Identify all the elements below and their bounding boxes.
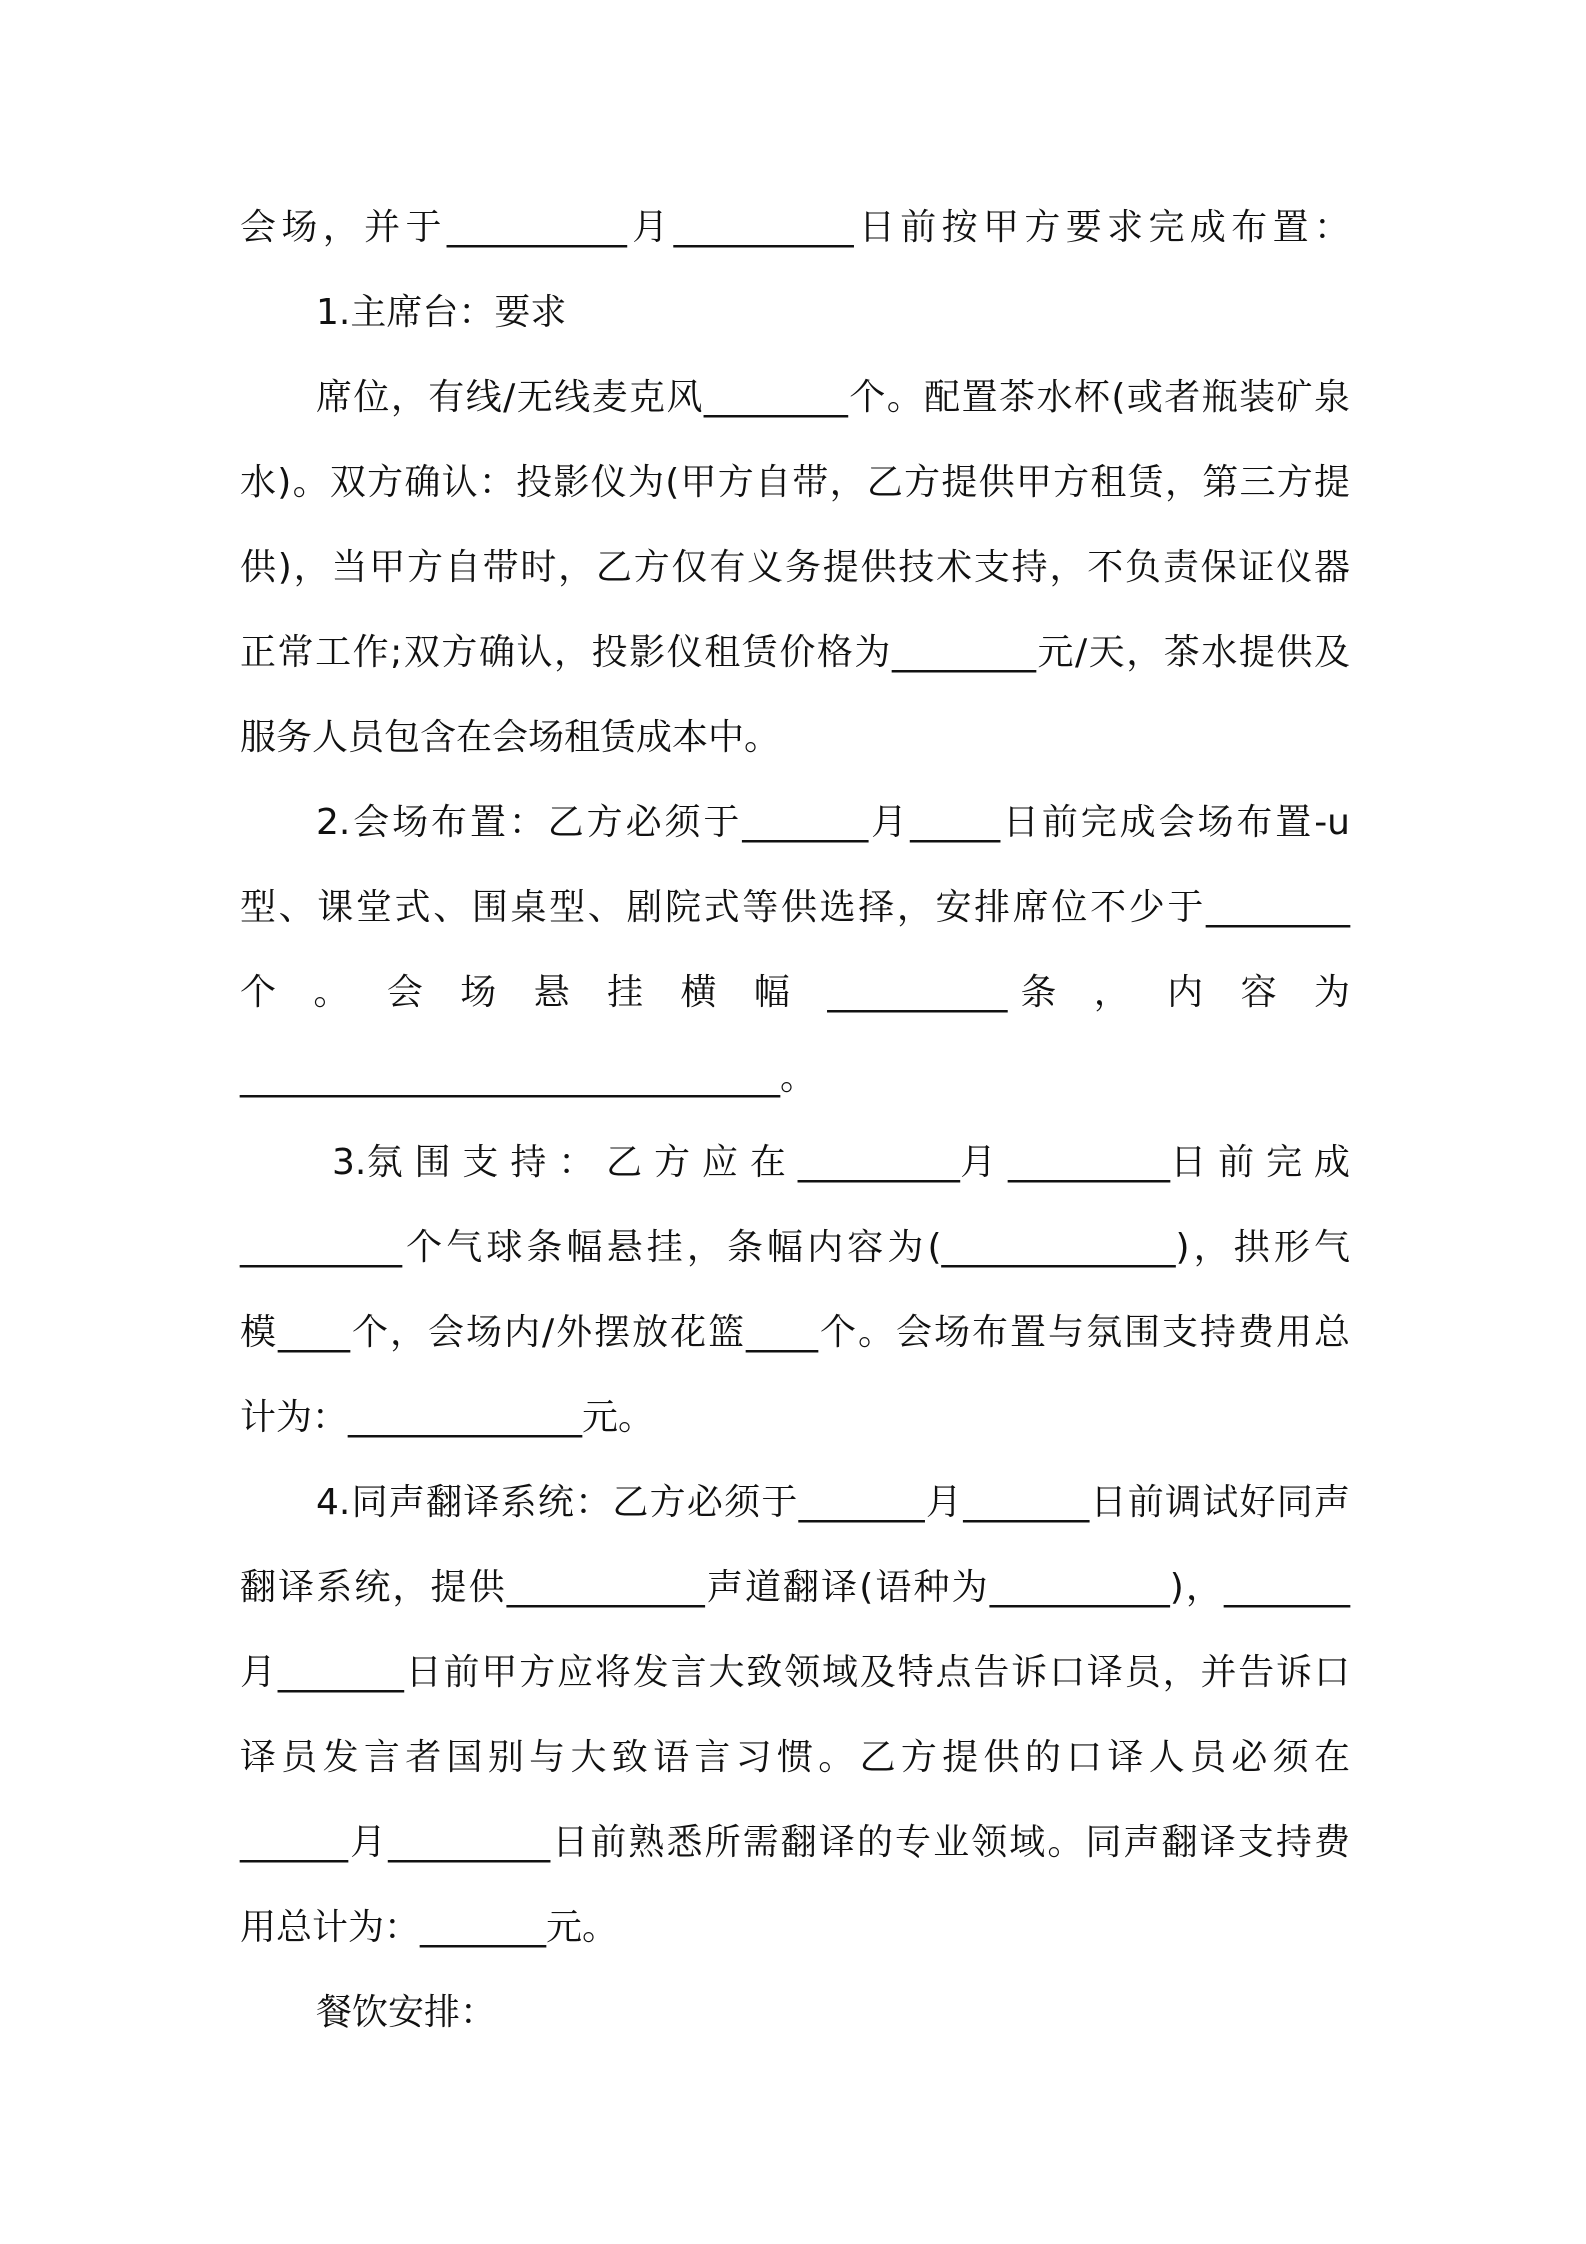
text-line-18: 月_______日前甲方应将发言大致领域及特点告诉口译员，并告诉口: [240, 1652, 1350, 1693]
text-line-21: 用总计为：_______元。: [240, 1907, 619, 1948]
text-line-16: 4.同声翻译系统：乙方必须于_______月_______日前调试好同声: [316, 1482, 1350, 1523]
text-line-5: 供)，当甲方自带时，乙方仅有义务提供技术支持，不负责保证仪器: [240, 547, 1350, 588]
text-line-17: 翻译系统，提供___________声道翻译(语种为__________)，_______: [240, 1567, 1350, 1608]
text-line-8: 2.会场布置：乙方必须于_______月_____日前完成会场布置-u: [316, 802, 1350, 843]
text-line-22: 餐饮安排：: [316, 1992, 497, 2033]
text-line-12: 3.氛 围 支 持 ： 乙 方 应 在 _________月 _________日 前 完 成: [332, 1142, 1350, 1183]
text-line-6: 正常工作;双方确认，投影仪租赁价格为________元/天，茶水提供及: [240, 632, 1350, 673]
text-line-14: 模____个，会场内/外摆放花篮____个。会场布置与氛围支持费用总: [240, 1312, 1350, 1353]
text-line-9: 型、课堂式、围桌型、剧院式等供选择，安排席位不少于________: [240, 887, 1350, 928]
text-line-15: 计为：_____________元。: [240, 1397, 655, 1438]
text-line-10: 个 。 会 场 悬 挂 横 幅 __________条 ， 内 容 为: [240, 972, 1350, 1013]
text-line-7: 服务人员包含在会场租赁成本中。: [240, 717, 781, 758]
text-line-13: _________个气球条幅悬挂，条幅内容为(_____________)，拱形气: [240, 1227, 1350, 1268]
text-line-19: 译员发言者国别与大致语言习惯。乙方提供的口译人员必须在: [240, 1737, 1350, 1778]
text-line-3: 席位，有线/无线麦克风________个。配置茶水杯(或者瓶装矿泉: [316, 377, 1350, 418]
text-line-2: 1.主席台：要求: [316, 292, 567, 333]
text-line-20: ______月_________日前熟悉所需翻译的专业领域。同声翻译支持费: [240, 1822, 1350, 1863]
text-line-11: ______________________________。: [240, 1057, 816, 1098]
text-line-4: 水)。双方确认：投影仪为(甲方自带，乙方提供甲方租赁，第三方提: [240, 462, 1350, 503]
text-line-1: 会场，并于__________月__________日前按甲方要求完成布置：: [240, 207, 1350, 248]
